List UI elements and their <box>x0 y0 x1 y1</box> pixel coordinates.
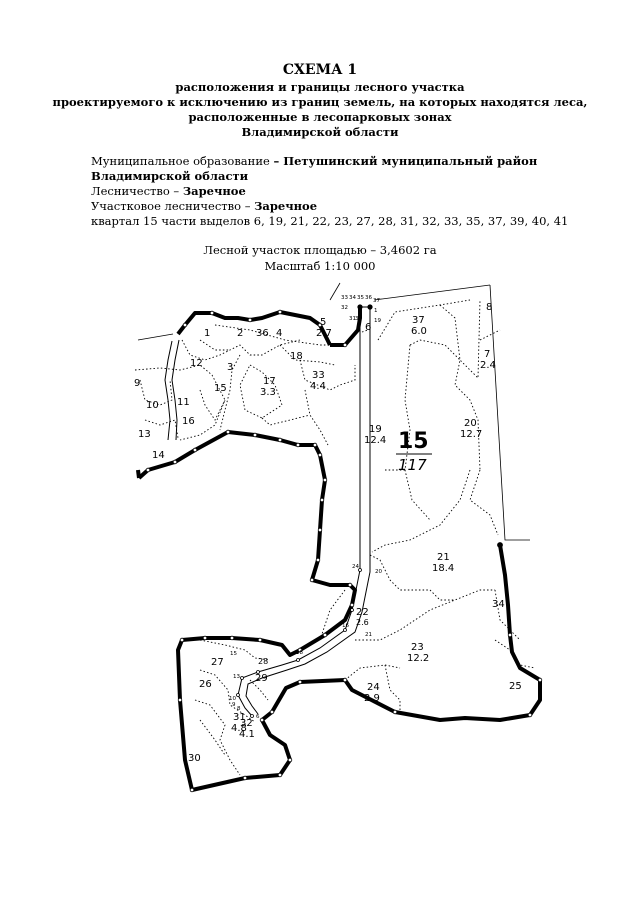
plot-label-16: 16 <box>182 416 195 427</box>
municipality-value: – Петушинский муниципальный район Владимирской области <box>91 154 538 183</box>
plot-label-1: 1 <box>204 328 211 339</box>
plot-label-37: 37 <box>412 315 425 326</box>
plot-label-18: 18 <box>290 351 303 362</box>
plot-area-33: 4.4 <box>310 381 326 392</box>
plot-area-5: 2.7 <box>316 328 332 339</box>
point-label-19: 19 <box>374 318 381 324</box>
plot-label-10: 10 <box>146 400 159 411</box>
plot-area-21: 18.4 <box>432 563 455 574</box>
plot-label-21: 21 <box>437 552 450 563</box>
plot-label-24: 24 <box>367 682 380 693</box>
point-label-34: 34 <box>349 295 356 301</box>
plot-label-9: 9 <box>134 378 141 389</box>
plot-label-17: 17 <box>263 376 276 387</box>
point-label-8: 8 <box>237 706 241 712</box>
point-label-36: 36 <box>365 295 372 301</box>
subtitle-line-2: проектируемого к исключению из границ земель, на которых находятся леса, <box>52 95 588 109</box>
plot-label-14: 14 <box>152 450 165 461</box>
point-label-15: 15 <box>230 651 237 657</box>
plot-label-6: 6 <box>365 322 372 333</box>
subplot-boundaries <box>135 300 535 775</box>
municipality-label: Муниципальное образование <box>91 154 270 168</box>
plot-label-25: 25 <box>509 681 522 692</box>
plot-area-19: 12.4 <box>364 435 387 446</box>
plot-label-11: 11 <box>177 397 190 408</box>
point-label-30: 30 <box>355 316 362 322</box>
plot-label-22: 22 <box>356 607 369 618</box>
quarter-area: 117 <box>398 456 427 474</box>
point-label-1: 1 <box>374 308 378 314</box>
plot-area-23: 12.2 <box>407 653 430 664</box>
plot-label-29: 29 <box>255 673 268 684</box>
point-label-31: 31 <box>349 316 356 322</box>
point-label-18: 18 <box>296 650 303 656</box>
plot-label-27: 27 <box>211 657 224 668</box>
quarter-line: квартал 15 части выделов 6, 19, 21, 22, 23, 27, 28, 31, 32, 33, 35, 37, 39, 40, 41 <box>91 214 569 228</box>
plot-label-4: 4 <box>276 328 283 339</box>
plot-area-37: 6.0 <box>411 326 427 337</box>
plot-area-22: 2.6 <box>356 618 369 627</box>
subtitle-line-1: расположения и границы лесного участка <box>175 80 465 94</box>
plot-area-31: 4.8 <box>231 723 247 734</box>
plot-label-23: 23 <box>411 642 424 653</box>
point-label-20: 20 <box>375 569 382 575</box>
scale-line: Масштаб 1:10 000 <box>264 259 376 273</box>
area-line: Лесной участок площадью – 3,4602 га <box>203 243 437 257</box>
plot-label-34: 34 <box>492 599 505 610</box>
point-label-37: 37 <box>373 298 380 304</box>
plot-label-8: 8 <box>486 302 493 313</box>
plot-label-13: 13 <box>138 429 151 440</box>
subtitle-line-3: расположенные в лесопарковых зонах <box>188 110 452 124</box>
scheme-title: СХЕМА 1 <box>282 62 358 78</box>
plot-label-5: 5 <box>320 317 327 328</box>
point-label-9: 9 <box>232 702 236 708</box>
point-label-24: 24 <box>352 564 359 570</box>
forestry-value: Заречное <box>182 184 246 198</box>
plot-label-7: 7 <box>484 349 491 360</box>
point-label-13: 13 <box>233 674 240 680</box>
point-label-32: 32 <box>341 305 348 311</box>
plot-label-12: 12 <box>190 358 203 369</box>
plot-label-33: 33 <box>312 370 325 381</box>
district-forestry-label: Участковое лесничество – <box>91 199 251 213</box>
point-label-21: 21 <box>365 632 372 638</box>
plot-label-15: 15 <box>214 383 227 394</box>
plot-label-2: 2 <box>237 328 244 339</box>
point-label-33: 33 <box>341 295 348 301</box>
point-label-16: 16 <box>342 623 349 629</box>
plot-label-31: 31 <box>233 712 246 723</box>
plot-label-36: 36 <box>256 328 269 339</box>
point-label-35: 35 <box>357 295 364 301</box>
forestry-label: Лесничество – <box>91 184 180 198</box>
plot-area-7: 2.4 <box>480 360 496 371</box>
plot-label-19: 19 <box>369 424 382 435</box>
plot-label-3: 3 <box>227 362 234 373</box>
district-forestry-value: Заречное <box>254 199 318 213</box>
plot-label-30: 30 <box>188 753 201 764</box>
point-label-6: 6 <box>256 714 260 720</box>
subtitle-line-4: Владимирской области <box>241 125 399 139</box>
point-label-10: 10 <box>229 696 236 702</box>
plot-area-24: 2.9 <box>364 693 380 704</box>
plot-boundary <box>138 307 540 790</box>
plot-labels <box>134 302 522 764</box>
plot-area-20: 12.7 <box>460 429 483 440</box>
plot-area-17: 3.3 <box>260 387 276 398</box>
plot-label-28: 28 <box>258 657 269 666</box>
plot-label-20: 20 <box>464 418 477 429</box>
quarter-number: 15 <box>398 429 429 454</box>
plot-label-26: 26 <box>199 679 212 690</box>
plot-area-32: 4.1 <box>239 729 255 740</box>
plot-label-32: 32 <box>240 718 253 729</box>
